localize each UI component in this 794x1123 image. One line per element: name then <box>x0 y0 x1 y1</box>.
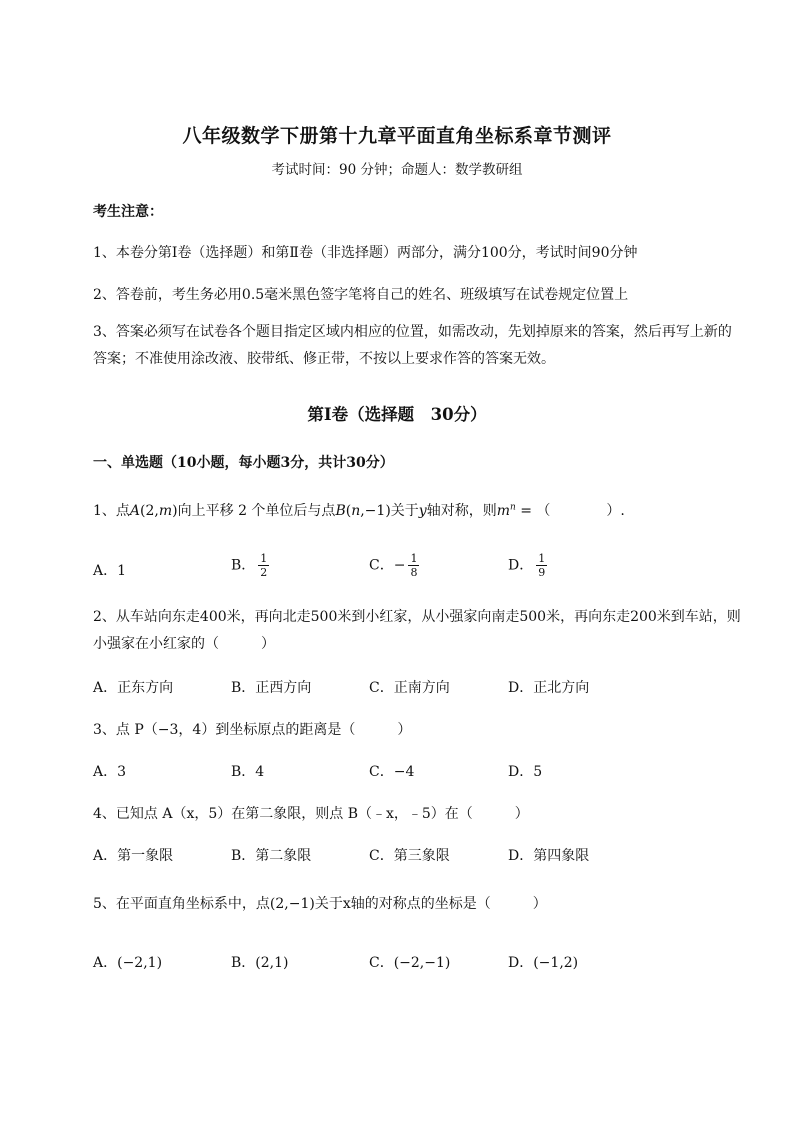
q2-option-d[interactable]: D．正北方向 <box>508 680 590 696</box>
page-title: 八年级数学下册第十九章平面直角坐标系章节测评 <box>182 125 612 147</box>
q2-option-a[interactable]: A．正东方向 <box>93 680 174 696</box>
q3-option-a[interactable]: A．3 <box>93 764 127 780</box>
q5-option-a[interactable]: A．(−2,1) <box>93 955 163 971</box>
section-title: 第Ⅰ卷（选择题 30分） <box>307 405 487 424</box>
notice-heading: 考生注意： <box>93 204 163 220</box>
notice-item-1: 1、本卷分第Ⅰ卷（选择题）和第Ⅱ卷（非选择题）两部分，满分100分，考试时间90分钟 <box>93 245 638 261</box>
q5-option-d[interactable]: D．(−1,2) <box>508 955 579 971</box>
q2-option-c[interactable]: C．正南方向 <box>369 680 450 696</box>
q3-option-d[interactable]: D．5 <box>508 764 543 780</box>
question-3: 3、点 P（−3，4）到坐标原点的距离是（ ） <box>93 722 412 738</box>
fraction: $\frac{1}{2}$ <box>260 552 268 579</box>
exam-info: 考试时间：90 分钟；命题人：数学教研组 <box>271 162 523 178</box>
fraction: $\frac{1}{9}$ <box>538 552 546 579</box>
q4-option-d[interactable]: D．第四象限 <box>508 848 590 864</box>
notice-item-2: 2、答卷前，考生务必用0.5毫米黑色签字笔将自己的姓名、班级填写在试卷规定位置上 <box>93 287 629 303</box>
q3-option-c[interactable]: C．−4 <box>369 764 415 780</box>
q1-option-a[interactable]: A．1 <box>93 563 127 579</box>
question-4: 4、已知点 A（x，5）在第二象限，则点 B（﹣x，﹣5）在（ ） <box>93 806 529 822</box>
question-1: 1、点A(2,m)向上平移 2 个单位后与点B(n,−1)关于y轴对称，则$m^n$ = （ ）. <box>93 502 625 519</box>
q2-option-b[interactable]: B．正西方向 <box>231 680 312 696</box>
fraction: $\frac{1}{8}$ <box>410 552 418 579</box>
q4-option-c[interactable]: C．第三象限 <box>369 848 450 864</box>
q4-option-a[interactable]: A．第一象限 <box>93 848 174 864</box>
part-title: 一、单选题（10小题，每小题3分，共计30分） <box>93 455 394 471</box>
q5-option-b[interactable]: B．(2,1) <box>231 955 289 971</box>
q1-option-c[interactable]: C．− $\frac{1}{8}$ <box>369 552 418 579</box>
q4-option-b[interactable]: B．第二象限 <box>231 848 312 864</box>
q3-option-b[interactable]: B．4 <box>231 764 265 780</box>
question-2: 2、从车站向东走400米，再向北走500米到小红家，从小强家向南走500米，再向东走200米到车站，则小强家在小红家的（ ） <box>93 609 741 652</box>
question-5: 5、在平面直角坐标系中，点(2,−1)关于x轴的对称点的坐标是（ ） <box>93 896 547 912</box>
notice-item-3: 3、答案必须写在试卷各个题目指定区域内相应的位置，如需改动，先划掉原来的答案，然后再写上新的答案；不准使用涂改液、胶带纸、修正带，不按以上要求作答的答案无效。 <box>93 324 732 367</box>
q5-option-c[interactable]: C．(−2,−1) <box>369 955 451 971</box>
q1-option-d[interactable]: D． $\frac{1}{9}$ <box>508 552 546 579</box>
q1-option-b[interactable]: B． $\frac{1}{2}$ <box>231 552 268 579</box>
